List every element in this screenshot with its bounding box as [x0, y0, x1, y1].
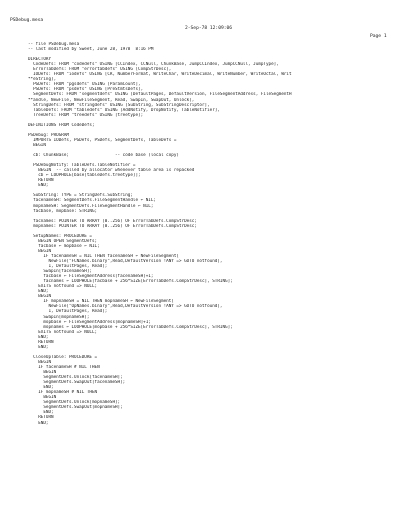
code-line: NewFile["OpNames.binary",Read,DefaultVersion !ANY => GOTO notfound], [28, 304, 223, 310]
code-line: END; [28, 334, 49, 340]
code-line: IF mopnameSH # NIL THEN [28, 390, 98, 396]
code-line: RETURN [28, 339, 54, 345]
page-header [10, 9, 390, 39]
code-line: facbase, mopbase: STRING; [28, 208, 98, 214]
code-line: IF mopnameSH = NIL THEN mopnameSH ← NewFileSegment[ [28, 299, 174, 305]
code-line: **andle, NewFile, NewFileSegment, Read, SwapIn, SwapOut, Unlock], [28, 97, 195, 103]
code-line: -- file PSDebug.mesa [28, 42, 80, 47]
code-line: SwapIn[mopnameSH]; [28, 314, 90, 320]
code-line: BEGIN [28, 370, 57, 376]
code-line: DIRECTORY [28, 57, 52, 63]
code-line: IMPORTS IODefs, PGDefs, PSDefs, SegmentDefs, TableDefs = [28, 137, 177, 143]
code-line: END; [28, 385, 54, 391]
code-line: BEGIN [28, 359, 52, 365]
code-line: IF facenameSH # NIL THEN [28, 365, 100, 370]
code-line: PSDebugNotify: TableDefs.TableNotifier = [28, 163, 136, 169]
code-line: EXITS notfound => NULL; [28, 284, 98, 290]
code-line: END; [28, 289, 49, 295]
header-file-name: PSDebug.mesa [10, 18, 44, 23]
code-line: facenameSH: SegmentDefs.FileSegmentHandle ← NIL; [28, 198, 156, 204]
code-line: BEGIN [28, 248, 52, 254]
code-line: StringDefs: FROM "stringdefs" USING [SubString, SubStringDescriptor], [28, 102, 210, 108]
header-page [370, 33, 387, 41]
code-line: BEGIN [28, 294, 52, 300]
code-line: SubString: TYPE = StringDefs.SubString; [28, 193, 133, 199]
code-line: DEFINITIONS FROM CodeDefs; [28, 122, 95, 128]
code-line: mopbase ← FileSegmentAddress[mopnameSH]+1; [28, 319, 151, 325]
code-line: cb: ChunkBase; -- code base (local copy) [28, 153, 179, 159]
code-line: 1, DefaultPages, Read]; [28, 309, 108, 315]
code-line: CloseUpTable: PROCEDURE = [28, 354, 98, 360]
code-line: ErrorTabDefs: FROM "errortabdefs" USING [CompStrDesc], [28, 67, 172, 73]
code-line: END; [28, 410, 54, 416]
code-line: NewFile["FCNames.binary",Read,DefaultVersion !ANY => GOTO notfound], [28, 259, 223, 265]
code-line: PSDebug: PROGRAM [28, 132, 69, 138]
code-line: facbase ← FileSegmentAddress[facenameSH]+1; [28, 274, 154, 280]
code-line: -- last modified by Sweet, June 28, 1978 8:16 PM [28, 47, 154, 53]
code-line: 1, DefaultPages, Read]; [28, 264, 108, 270]
code-line: TableDefs: FROM "tabledefs" USING [AddNotify, DropNotify, TableNotifier], [28, 107, 220, 113]
code-line: SegmentDefs.Unlock[mopnameSH]; [28, 400, 121, 406]
code-line: cb ← LOOPHOLE[base[tableDefs.treetype]]; [28, 173, 141, 179]
code-line: BEGIN -- called by allocator whenever table area is repacked [28, 168, 195, 174]
code-line: CodeDefs: FROM "codedefs" USING [CCIndex, CCNull, ChunkBase, JumpCCIndex, JumpCCNull, JumpType], [28, 62, 279, 68]
code-line: mopnameSH: SegmentDefs.FileSegmentHandle ← NIL; [28, 203, 154, 209]
code-line: PGDefs: FROM "pgsdefs" USING [ParamCount], [28, 82, 141, 88]
code-line: BEGIN OPEN SegmentDefs; [28, 238, 98, 244]
code-line: SegmentDefs.Unlock[facenameSH]; [28, 375, 123, 381]
code-line: SegmentDefs.SwapOut[facenameSH]; [28, 380, 126, 386]
header-page-label: Page [370, 34, 382, 39]
code-line: BEGIN [28, 142, 46, 148]
code-line: END; [28, 420, 49, 426]
code-line: END; [28, 183, 49, 189]
code-line: TreeDefs: FROM "treedefs" USING [treetype]; [28, 112, 144, 118]
code-line: IODefs: FROM "iodefs" USING [CR, NumberFormat, WriteChar, WriteDecimal, WriteNumber, WriteOctal, Writ [28, 72, 292, 78]
code-line: SwapIn[facenameSH]; [28, 269, 92, 275]
header-page-number: 1 [383, 34, 387, 39]
code-line: facbase ← mopbase ← NIL; [28, 243, 100, 249]
code-line: mopnames: POINTER TO ARRAY [0..256) OF ErrorTabDefs.CompStrDesc; [28, 223, 197, 229]
code-line: facnames ← LOOPHOLE[facbase + 256*SIZE[ErrorTabDefs.CompStrDesc], STRING]; [28, 279, 233, 285]
header-date: 2-Sep-78 12:09:06 [185, 26, 233, 31]
code-line: SegmentDefs.SwapOut[mopnameSH]; [28, 405, 123, 411]
code-line: BEGIN [28, 395, 57, 401]
code-line: SegmentDefs: FROM "segmentdefs" USING [DefaultPages, DefaultVersion, FileSegmentAddress, FileSegmentH [28, 92, 292, 98]
code-line: **eString], [28, 77, 57, 83]
code-line: mopnames ← LOOPHOLE[mopbase + 256*SIZE[ErrorTabDefs.CompStrDesc], STRING]; [28, 324, 233, 330]
code-line: RETURN [28, 415, 54, 421]
code-line: RETURN [28, 178, 54, 184]
code-line: SetupNames: PROCEDURE = [28, 233, 92, 239]
code-line: IF facenameSH = NIL THEN facenameSH ← NewFileSegment[ [28, 253, 179, 259]
code-listing [28, 42, 390, 512]
code-line: EXITS notfound => NULL; [28, 329, 98, 335]
code-line: END; [28, 344, 49, 350]
code-line: PSDefs: FROM "psdefs" USING [PreStmtsDefs], [28, 87, 144, 93]
code-line: facnames: POINTER TO ARRAY [0..256) OF ErrorTabDefs.CompStrDesc; [28, 218, 197, 224]
